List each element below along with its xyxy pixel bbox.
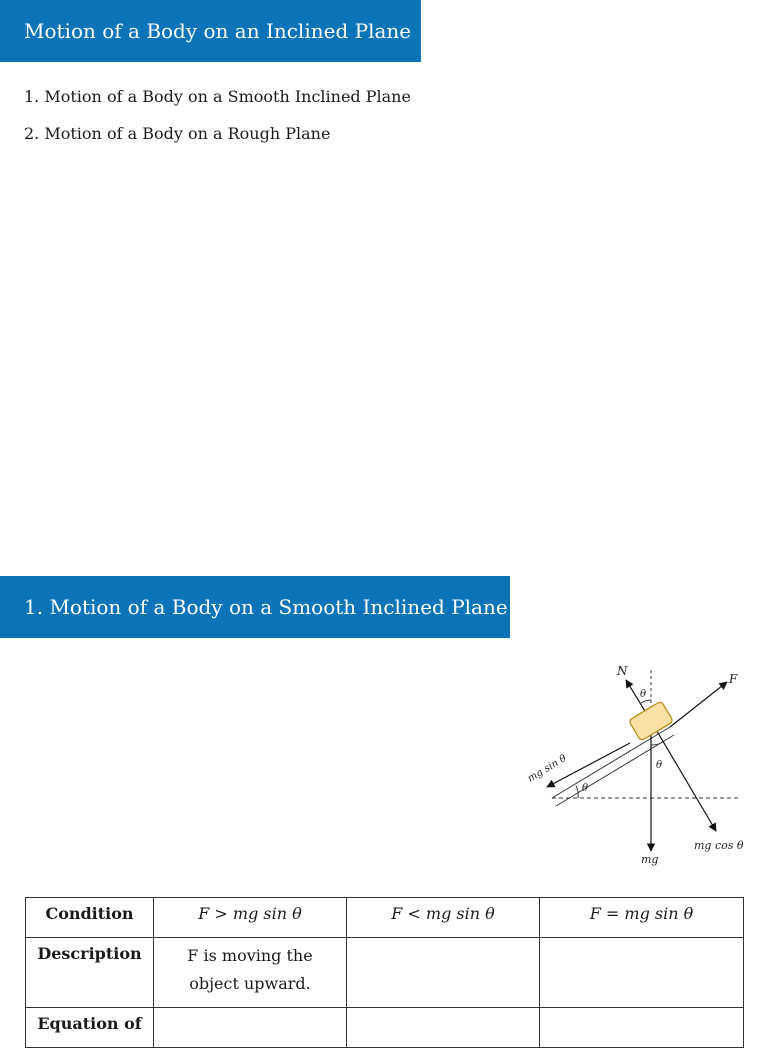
page-title bbox=[0, 0, 421, 62]
label-theta-base: θ bbox=[582, 783, 589, 794]
label-n: N bbox=[617, 664, 628, 678]
label-mg-cos: mg cos θ bbox=[694, 839, 744, 852]
table-row bbox=[26, 938, 744, 1008]
toc-item-label[interactable]: 1. Motion of a Body on a Smooth Inclined Plane bbox=[24, 87, 411, 106]
table-row bbox=[26, 1008, 744, 1048]
mg-cos-arrow bbox=[651, 721, 716, 831]
label-theta-lower: θ bbox=[656, 760, 663, 771]
section-heading bbox=[0, 576, 510, 638]
table-header-cell: Condition bbox=[26, 898, 154, 938]
label-f: F bbox=[729, 672, 738, 686]
section-heading-text: 1. Motion of a Body on a Smooth Inclined Plane bbox=[24, 595, 508, 619]
table-of-contents bbox=[24, 84, 411, 158]
table-cell bbox=[347, 938, 540, 1008]
table-cell: F > mg sin θ bbox=[154, 898, 347, 938]
force-f-line bbox=[670, 682, 727, 727]
block bbox=[629, 701, 674, 741]
table-cell bbox=[154, 1008, 347, 1048]
page-title-text: Motion of a Body on an Inclined Plane bbox=[24, 19, 412, 43]
table-cell bbox=[540, 1008, 744, 1048]
toc-item-smooth-plane[interactable] bbox=[24, 84, 411, 121]
top-angle-arc bbox=[641, 700, 651, 703]
lower-angle-arc bbox=[651, 742, 663, 745]
base-angle-arc bbox=[576, 786, 578, 798]
incline-surface-line bbox=[552, 727, 670, 798]
label-mg: mg bbox=[641, 853, 659, 866]
table-cell: F is moving the object upward. bbox=[154, 938, 347, 1008]
label-mg-sin: mg sin θ bbox=[525, 752, 569, 785]
label-theta-top: θ bbox=[640, 689, 647, 700]
table-cell bbox=[347, 1008, 540, 1048]
table-cell: F < mg sin θ bbox=[347, 898, 540, 938]
conditions-table bbox=[25, 897, 744, 1048]
table-header-cell: Equation of bbox=[26, 1008, 154, 1048]
toc-item-label[interactable]: 2. Motion of a Body on a Rough Plane bbox=[24, 124, 331, 143]
toc-item-rough-plane[interactable] bbox=[24, 121, 411, 158]
table-header-cell: Description bbox=[26, 938, 154, 1008]
table-row bbox=[26, 898, 744, 938]
inclined-plane-diagram bbox=[520, 655, 760, 875]
table-cell: F = mg sin θ bbox=[540, 898, 744, 938]
table-cell bbox=[540, 938, 744, 1008]
